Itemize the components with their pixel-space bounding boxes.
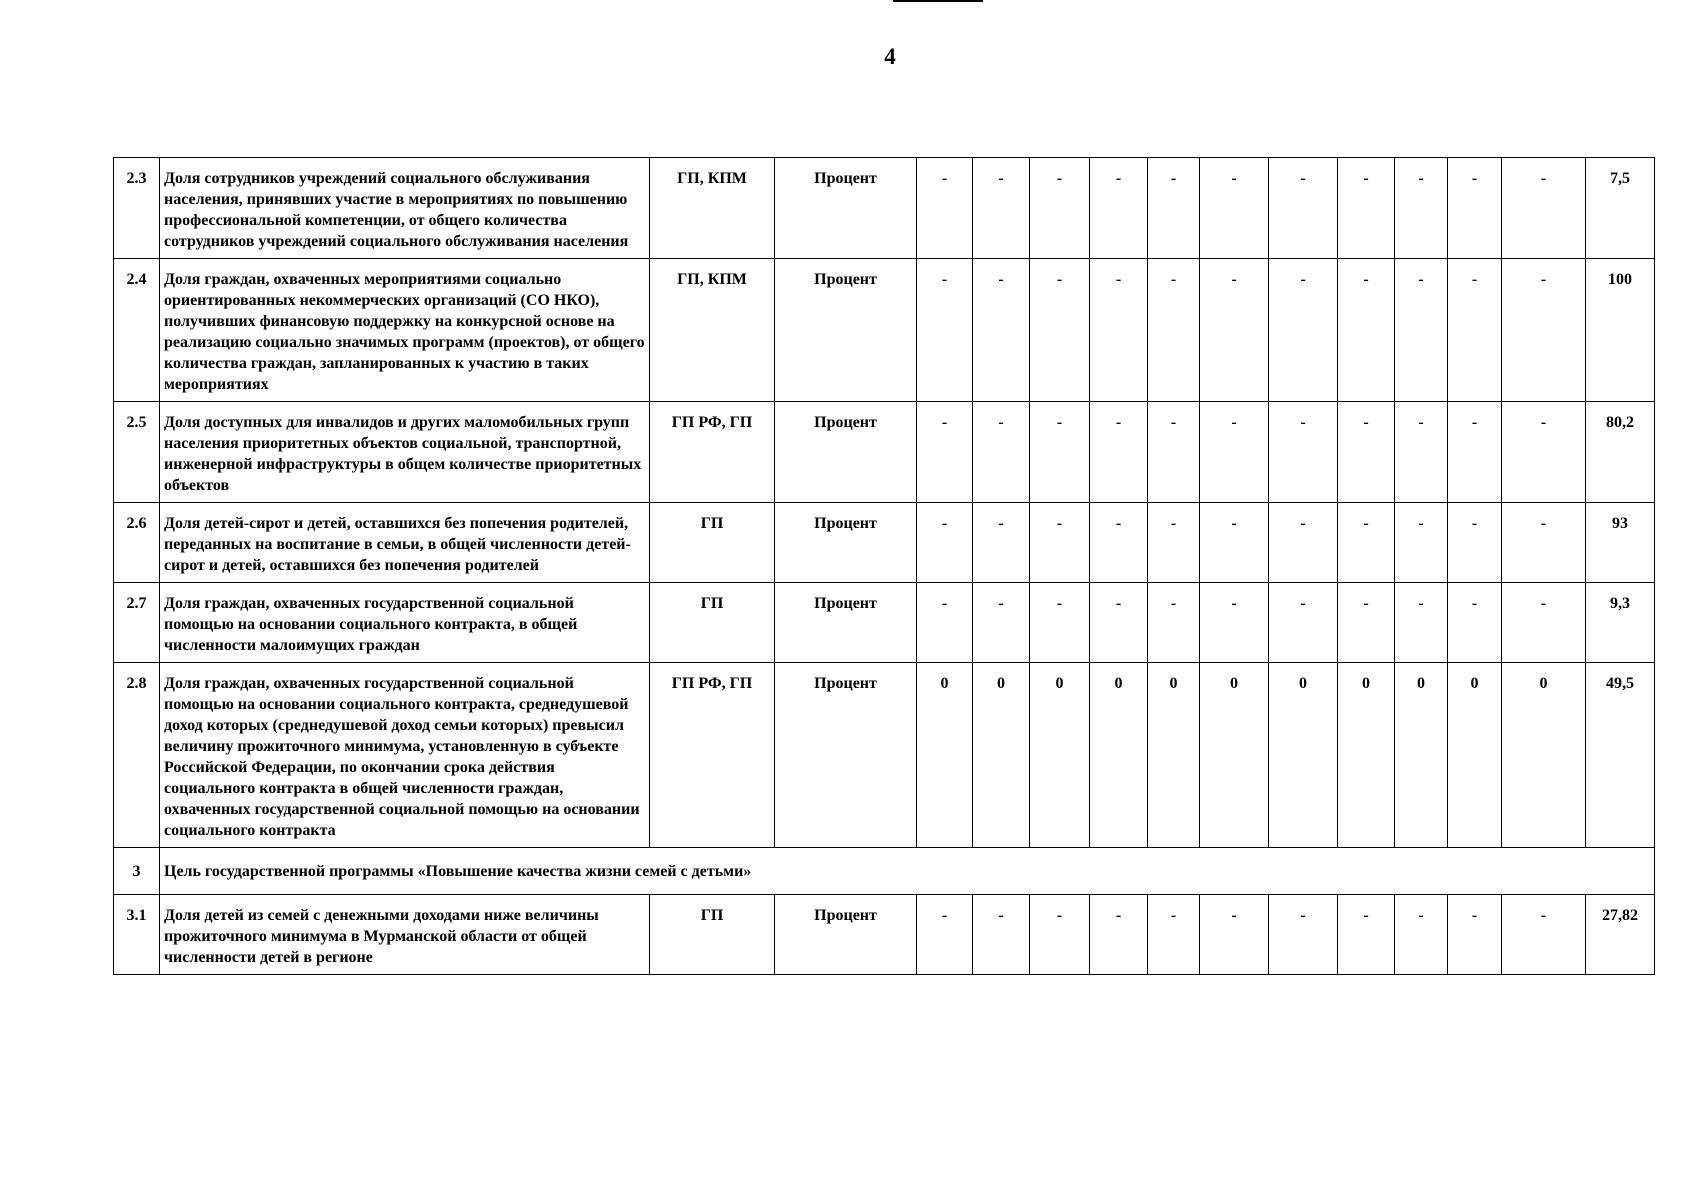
indicator-value: - xyxy=(1148,158,1200,259)
indicator-value: - xyxy=(973,583,1030,663)
row-number: 3.1 xyxy=(114,895,160,975)
indicator-value: - xyxy=(1030,402,1090,503)
indicator-value: - xyxy=(1090,402,1148,503)
indicator-value: - xyxy=(1200,895,1269,975)
indicator-target-value: 7,5 xyxy=(1586,158,1655,259)
indicator-source: ГП xyxy=(650,895,775,975)
goal-number: 3 xyxy=(114,848,160,895)
indicator-value: - xyxy=(1200,583,1269,663)
table-row xyxy=(114,583,1655,663)
indicator-value: - xyxy=(1269,503,1338,583)
indicator-value: - xyxy=(1338,583,1395,663)
table-row xyxy=(114,402,1655,503)
table-row xyxy=(114,259,1655,402)
indicator-source: ГП xyxy=(650,583,775,663)
table-row xyxy=(114,158,1655,259)
indicator-value: - xyxy=(1200,402,1269,503)
indicator-target-value: 100 xyxy=(1586,259,1655,402)
goal-row xyxy=(114,848,1655,895)
indicator-value: - xyxy=(917,583,973,663)
indicator-source: ГП, КПМ xyxy=(650,259,775,402)
indicator-unit: Процент xyxy=(775,583,917,663)
indicator-name: Доля детей из семей с денежными доходами ниже величины прожиточного минимума в Мурманской области от общей численности детей в регионе xyxy=(160,895,650,975)
table-row xyxy=(114,663,1655,848)
indicator-value: - xyxy=(1338,503,1395,583)
indicator-name: Доля сотрудников учреждений социального обслуживания населения, принявших участие в мероприятиях по повышению профессиональной компетенции, от общего количества сотрудников учреждений социального обслуживания населения xyxy=(160,158,650,259)
indicator-value: - xyxy=(973,503,1030,583)
row-number: 2.7 xyxy=(114,583,160,663)
indicator-value: - xyxy=(1090,158,1148,259)
indicator-value: - xyxy=(1030,158,1090,259)
indicator-value: 0 xyxy=(1338,663,1395,848)
indicator-value: - xyxy=(1030,895,1090,975)
indicator-value: - xyxy=(1030,583,1090,663)
indicator-target-value: 9,3 xyxy=(1586,583,1655,663)
indicator-name: Доля граждан, охваченных государственной социальной помощью на основании социального контракта, в общей численности малоимущих граждан xyxy=(160,583,650,663)
indicator-name: Доля граждан, охваченных государственной социальной помощью на основании социального контракта, среднедушевой доход которых (среднедушевой доход семьи которых) превысил величину прожиточного минимума, установленную в субъекте Российской Федерации, по окончании срока действия социального контракта в общей численности граждан, охваченных государственной социальной помощью на основании социального контракта xyxy=(160,663,650,848)
indicator-value: - xyxy=(1395,583,1448,663)
indicator-source: ГП, КПМ xyxy=(650,158,775,259)
indicator-value: - xyxy=(1338,259,1395,402)
indicator-value: - xyxy=(1090,503,1148,583)
row-number: 2.6 xyxy=(114,503,160,583)
indicator-value: - xyxy=(1269,895,1338,975)
indicator-value: - xyxy=(973,259,1030,402)
row-number: 2.4 xyxy=(114,259,160,402)
indicator-value: - xyxy=(1448,895,1502,975)
indicator-value: 0 xyxy=(973,663,1030,848)
top-rule xyxy=(893,0,983,2)
indicator-value: - xyxy=(1502,402,1586,503)
indicator-target-value: 93 xyxy=(1586,503,1655,583)
row-number: 2.3 xyxy=(114,158,160,259)
indicator-value: - xyxy=(1269,402,1338,503)
indicator-name: Доля граждан, охваченных мероприятиями социально ориентированных некоммерческих организаций (СО НКО), получивших финансовую поддержку на конкурсной основе на реализацию социально значимых программ (проектов), от общего количества граждан, запланированных к участию в таких мероприятиях xyxy=(160,259,650,402)
indicator-value: 0 xyxy=(1090,663,1148,848)
table-row xyxy=(114,895,1655,975)
indicator-value: - xyxy=(1148,402,1200,503)
indicator-value: - xyxy=(1338,158,1395,259)
indicator-value: - xyxy=(1338,402,1395,503)
indicator-value: 0 xyxy=(1269,663,1338,848)
indicator-value: - xyxy=(917,402,973,503)
indicator-unit: Процент xyxy=(775,158,917,259)
indicator-value: - xyxy=(1269,158,1338,259)
indicator-value: - xyxy=(1090,259,1148,402)
indicator-source: ГП РФ, ГП xyxy=(650,402,775,503)
table-row xyxy=(114,503,1655,583)
indicator-value: - xyxy=(1030,259,1090,402)
indicator-target-value: 49,5 xyxy=(1586,663,1655,848)
indicator-value: - xyxy=(917,158,973,259)
indicator-value: - xyxy=(1395,503,1448,583)
indicator-value: - xyxy=(973,158,1030,259)
indicator-value: - xyxy=(1200,158,1269,259)
indicator-target-value: 27,82 xyxy=(1586,895,1655,975)
indicator-value: - xyxy=(1200,259,1269,402)
indicator-value: - xyxy=(1448,503,1502,583)
indicator-value: - xyxy=(1148,583,1200,663)
indicator-value: - xyxy=(1090,895,1148,975)
indicator-value: 0 xyxy=(1448,663,1502,848)
indicator-source: ГП xyxy=(650,503,775,583)
indicator-value: - xyxy=(973,402,1030,503)
indicator-value: - xyxy=(1148,259,1200,402)
indicator-value: - xyxy=(1338,895,1395,975)
row-number: 2.8 xyxy=(114,663,160,848)
table-body xyxy=(114,158,1655,975)
goal-text: Цель государственной программы «Повышение качества жизни семей с детьми» xyxy=(160,848,1655,895)
indicator-value: 0 xyxy=(1502,663,1586,848)
indicator-value: - xyxy=(1395,895,1448,975)
indicator-value: 0 xyxy=(1148,663,1200,848)
indicator-value: 0 xyxy=(917,663,973,848)
indicator-unit: Процент xyxy=(775,402,917,503)
indicator-value: 0 xyxy=(1395,663,1448,848)
indicator-value: - xyxy=(1395,259,1448,402)
indicator-value: - xyxy=(1395,158,1448,259)
indicator-value: - xyxy=(1395,402,1448,503)
indicator-name: Доля детей-сирот и детей, оставшихся без попечения родителей, переданных на воспитание в семьи, в общей численности детей-сирот и детей, оставшихся без попечения родителей xyxy=(160,503,650,583)
indicator-unit: Процент xyxy=(775,259,917,402)
indicator-value: - xyxy=(1502,503,1586,583)
indicator-value: - xyxy=(917,503,973,583)
indicator-value: - xyxy=(1200,503,1269,583)
indicator-value: - xyxy=(1448,158,1502,259)
indicators-table xyxy=(113,157,1655,975)
indicator-value: 0 xyxy=(1200,663,1269,848)
row-number: 2.5 xyxy=(114,402,160,503)
indicator-source: ГП РФ, ГП xyxy=(650,663,775,848)
indicator-value: - xyxy=(1448,583,1502,663)
indicator-value: - xyxy=(1502,259,1586,402)
indicator-value: - xyxy=(1502,158,1586,259)
indicator-value: - xyxy=(1502,895,1586,975)
indicator-value: - xyxy=(973,895,1030,975)
indicator-value: - xyxy=(1148,503,1200,583)
indicator-value: - xyxy=(1448,259,1502,402)
indicator-value: - xyxy=(1090,583,1148,663)
indicator-name: Доля доступных для инвалидов и других маломобильных групп населения приоритетных объектов социальной, транспортной, инженерной инфраструктуры в общем количестве приоритетных объектов xyxy=(160,402,650,503)
indicator-value: - xyxy=(1269,259,1338,402)
indicator-unit: Процент xyxy=(775,503,917,583)
indicator-value: - xyxy=(917,895,973,975)
indicator-value: 0 xyxy=(1030,663,1090,848)
indicator-unit: Процент xyxy=(775,895,917,975)
indicator-value: - xyxy=(1148,895,1200,975)
indicator-value: - xyxy=(1269,583,1338,663)
indicator-unit: Процент xyxy=(775,663,917,848)
indicator-value: - xyxy=(917,259,973,402)
indicator-value: - xyxy=(1448,402,1502,503)
indicator-value: - xyxy=(1502,583,1586,663)
page-number: 4 xyxy=(884,44,896,69)
indicator-value: - xyxy=(1030,503,1090,583)
indicator-target-value: 80,2 xyxy=(1586,402,1655,503)
